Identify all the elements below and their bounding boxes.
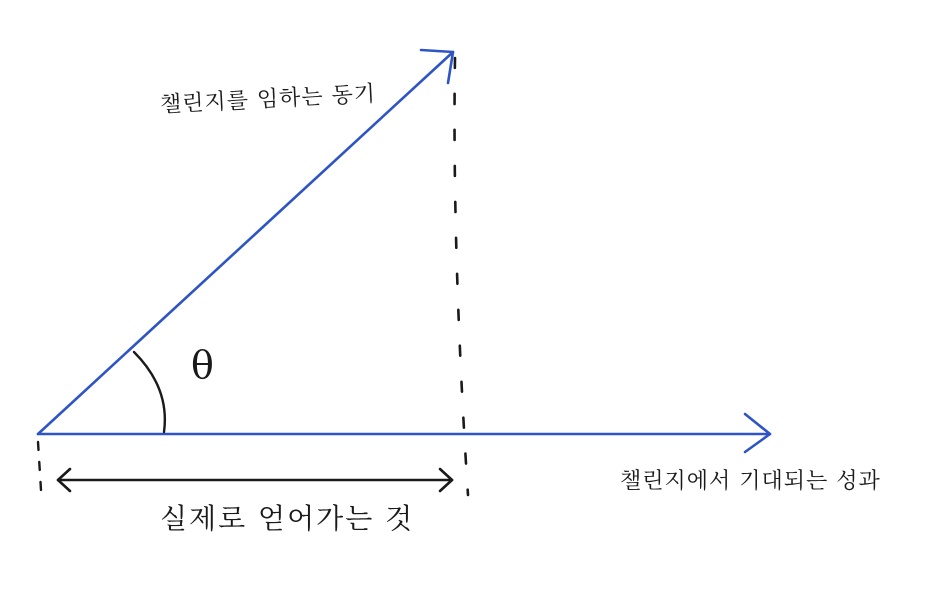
expected-result-vector bbox=[38, 414, 770, 452]
actual-gain-label: 실제로 얻어가는 것 bbox=[160, 502, 415, 535]
motivation-label: 챌린지를 임하는 동기 bbox=[159, 81, 377, 118]
angle-arc bbox=[134, 352, 165, 432]
angle-theta-label: θ bbox=[191, 343, 215, 387]
projection-dashed-line bbox=[455, 58, 468, 495]
actual-gain-arrow bbox=[58, 469, 452, 491]
expected-result-label: 챌린지에서 기대되는 성과 bbox=[620, 469, 881, 494]
origin-dashed-tick bbox=[38, 442, 41, 490]
